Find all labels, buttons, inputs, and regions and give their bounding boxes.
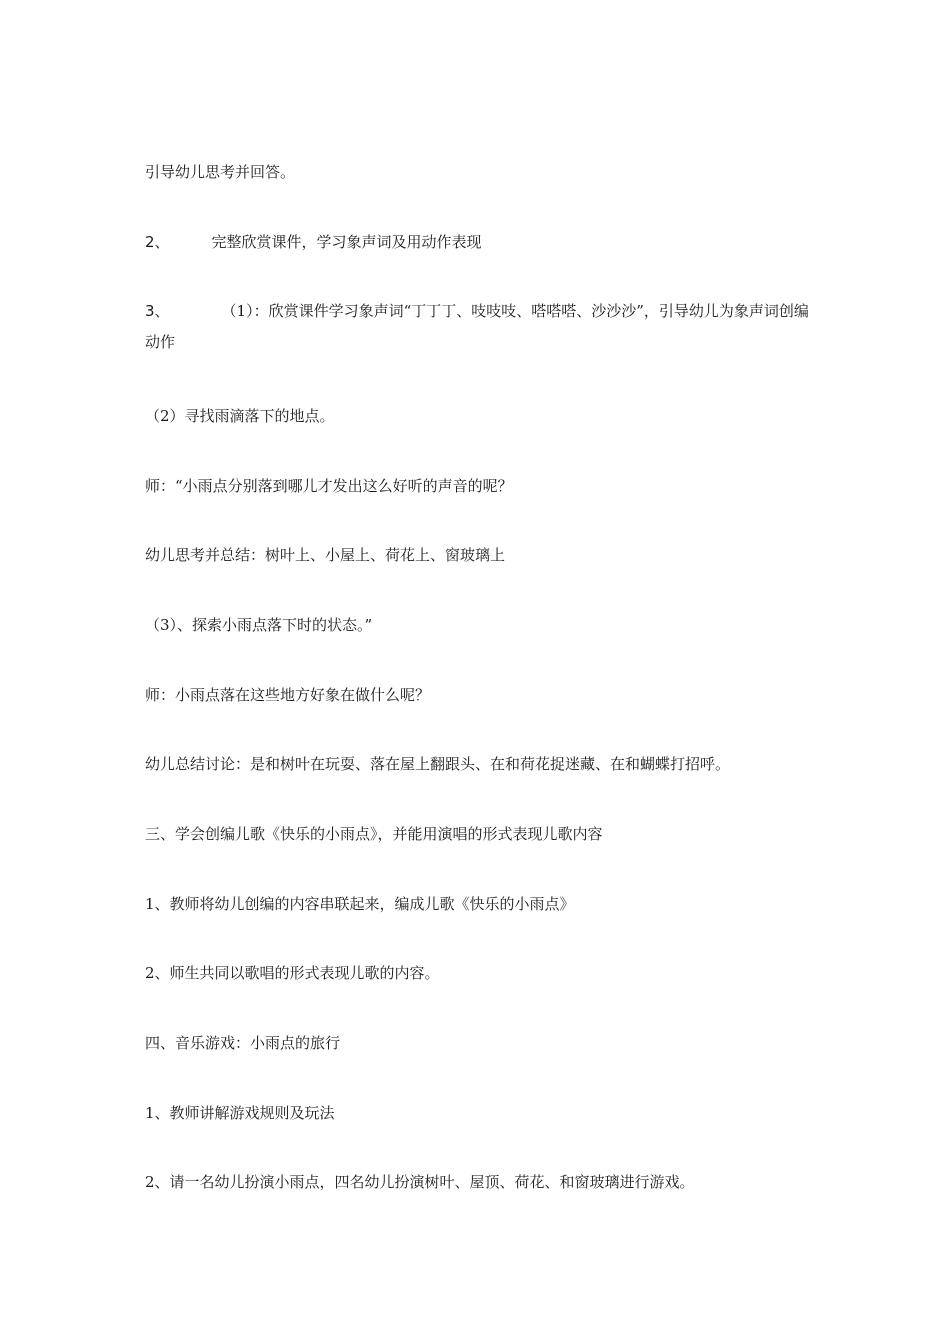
paragraph-game-item-1 xyxy=(145,1102,815,1124)
paragraph-text: 幼儿总结讨论：是和树叶在玩耍、落在屋上翻跟头、在和荷花捉迷藏、在和蝴蝶打招呼。 xyxy=(145,755,731,773)
paragraph-text: 1、教师讲解游戏规则及玩法 xyxy=(145,1104,335,1122)
paragraph-text: 师：小雨点落在这些地方好象在做什么呢？ xyxy=(145,686,431,704)
paragraph-item-2 xyxy=(145,962,815,984)
paragraph-text: 引导幼儿思考并回答。 xyxy=(145,163,296,181)
paragraph-children-summary xyxy=(145,544,815,566)
paragraph-step-2 xyxy=(145,231,815,253)
list-number: 3、 xyxy=(145,302,170,320)
paragraph-item-1 xyxy=(145,893,815,915)
paragraph-text: 2、请一名幼儿扮演小雨点，四名幼儿扮演树叶、屋顶、荷花、和窗玻璃进行游戏。 xyxy=(145,1173,695,1191)
paragraph-find-location xyxy=(145,405,815,427)
paragraph-step-3 xyxy=(145,296,815,358)
paragraph-text: 2、师生共同以歌唱的形式表现儿歌的内容。 xyxy=(145,964,440,982)
paragraph-text: 师：“小雨点分别落到哪儿才发出这么好听的声音的呢？ xyxy=(145,477,513,495)
section-heading-four xyxy=(145,1032,815,1054)
paragraph-think-answer xyxy=(145,161,815,183)
paragraph-text: 幼儿思考并总结：树叶上、小屋上、荷花上、窗玻璃上 xyxy=(145,546,506,564)
section-heading-three xyxy=(145,823,815,845)
paragraph-children-discussion xyxy=(145,753,815,775)
list-number: 2、 xyxy=(145,233,170,251)
paragraph-explore-state xyxy=(145,614,815,636)
paragraph-text: （2）寻找雨滴落下的地点。 xyxy=(145,407,335,425)
paragraph-text: 完整欣赏课件，学习象声词及用动作表现 xyxy=(211,233,482,251)
paragraph-text: （1）：欣赏课件学习象声词“丁丁丁、吱吱吱、嗒嗒嗒、沙沙沙”，引导幼儿为象声词创编动作 xyxy=(145,302,809,351)
paragraph-game-item-2 xyxy=(145,1171,815,1193)
paragraph-text: 四、音乐游戏：小雨点的旅行 xyxy=(145,1034,341,1052)
paragraph-text: （3）、探索小雨点落下时的状态。” xyxy=(145,616,373,634)
paragraph-text: 1、教师将幼儿创编的内容串联起来，编成儿歌《快乐的小雨点》 xyxy=(145,895,575,913)
paragraph-teacher-question-2 xyxy=(145,684,815,706)
paragraph-text: 三、学会创编儿歌《快乐的小雨点》，并能用演唱的形式表现儿歌内容 xyxy=(145,825,603,843)
paragraph-teacher-question xyxy=(145,475,815,497)
